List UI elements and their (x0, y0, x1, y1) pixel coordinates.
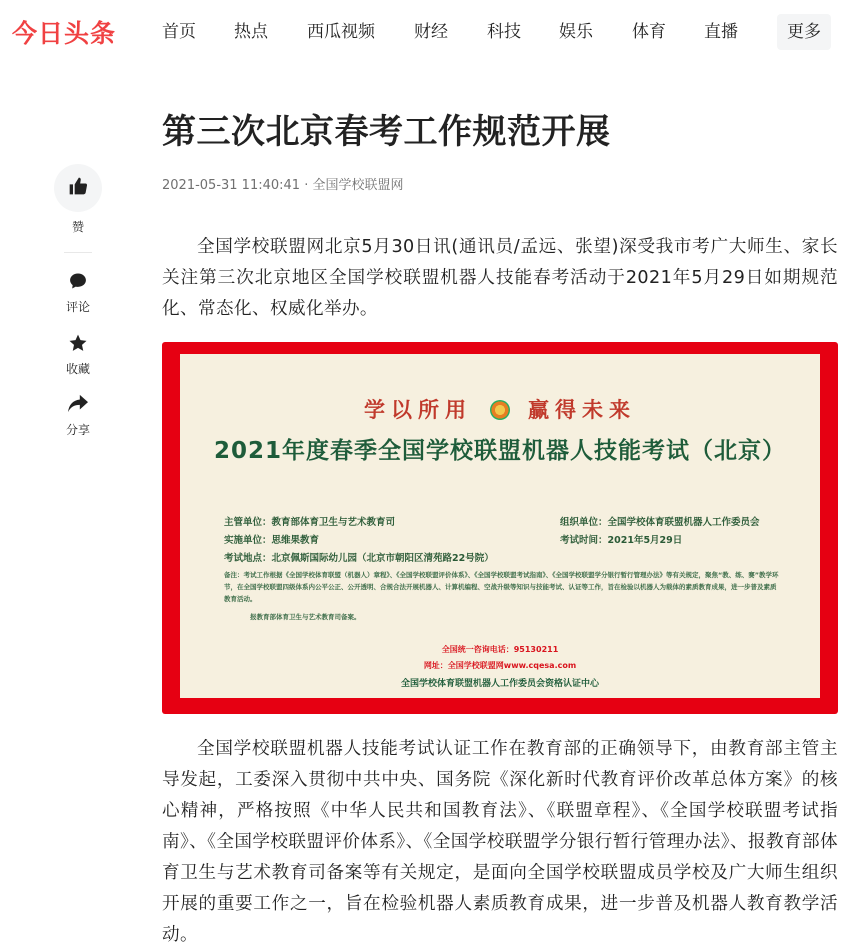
comment-label: 评论 (65, 300, 90, 314)
nav-item-tech[interactable]: 科技 (487, 22, 521, 42)
poster-note-end: 报教育部体育卫生与艺术教育司备案。 (250, 613, 361, 621)
poster-hotline: 全国统一咨询电话：95130211 (441, 645, 559, 654)
like-label: 赞 (71, 220, 84, 234)
article-paragraph-1: 全国学校联盟网北京5月30日讯(通讯员/孟远、张望)深受我市考广大师生、家长关注第三次北京地区全国学校联盟机器人技能春考活动于2021年5月29日如期规范化、常态化、权威化举办。 (162, 237, 838, 319)
top-navigation-bar (0, 0, 855, 66)
star-icon (52, 332, 104, 354)
article-title: 第三次北京春考工作规范开展 (162, 112, 611, 152)
collect-button[interactable] (52, 332, 104, 377)
share-button[interactable] (52, 393, 104, 438)
poster-venue: 考试地点：北京佩斯国际幼儿园（北京市朝阳区清苑路22号院） (224, 553, 494, 564)
nav-item-finance[interactable]: 财经 (414, 22, 448, 42)
poster-issuer: 全国学校体育联盟机器人工作委员会资格认证中心 (400, 679, 599, 689)
nav-more-button[interactable]: 更多 (777, 14, 831, 50)
poster-title: 2021年度春季全国学校联盟机器人技能考试（北京） (213, 438, 786, 464)
nav-item-xigua-video[interactable]: 西瓜视频 (307, 22, 375, 42)
nav-item-hot[interactable]: 热点 (234, 22, 268, 42)
nav-item-sports[interactable]: 体育 (632, 22, 666, 42)
poster-website: 网址：全国学校联盟网www.cqesa.com (423, 661, 577, 670)
nav-item-live[interactable]: 直播 (704, 22, 738, 42)
site-logo[interactable]: 今日头条 (12, 19, 117, 48)
article-meta: 2021-05-31 11:40:41 · 全国学校联盟网 (162, 178, 404, 193)
poster-supervisor: 主管单位：教育部体育卫生与艺术教育司 (224, 517, 396, 528)
rail-divider (64, 252, 92, 253)
nav-item-entertainment[interactable]: 娱乐 (559, 22, 593, 42)
share-arrow-icon (52, 393, 104, 415)
article-paragraph-2: 全国学校联盟机器人技能考试认证工作在教育部的正确领导下，由教育部主管主导发起，工委深入贯彻中共中央、国务院《深化新时代教育评价改革总体方案》的核心精神，严格按照《中华人民共和国教育法》、《联盟章程》、《全国学校联盟考试指南》、《全国学校联盟评价体系》、《全国学校联盟学分银行暂行管理办法》、报教育部体育卫生与艺术教育司备案等有关规定，是面向全国学校联盟成员学校及广大师生组织开展的重要工作之一，旨在检验机器人素质教育成果，进一步普及机器人教育教学活动。 (162, 739, 838, 945)
poster-slogan-left: 学以所用 (364, 397, 472, 422)
comment-button[interactable] (52, 270, 104, 315)
nav-item-home[interactable]: 首页 (162, 22, 196, 42)
poster-note: 备注：考试工作根据《全国学校体育联盟（机器人）章程》、《全国学校联盟评价体系》、《全国学校联盟考试指南》、《全国学校联盟学分银行暂行管理办法》等有关规定，聚焦“教、练、赛”教学环节，在全国学校联盟四级体系内公平公正、公开透明、合规合法开展机器人、计算机编程、空战升级等知识与技能考试、认证等工作，旨在检验以机器人为载体的素质教育成果，进一步普及素质教育活动。 (224, 571, 779, 603)
thumbs-up-icon (68, 176, 88, 200)
poster-slogan (180, 394, 820, 424)
poster-implementer: 实施单位：思维果教育 (224, 535, 320, 546)
share-label: 分享 (65, 423, 90, 437)
poster-emblem-icon (490, 400, 510, 420)
like-circle (54, 164, 102, 212)
like-button[interactable] (52, 164, 104, 235)
poster-paper (180, 354, 820, 698)
article-container (162, 100, 838, 945)
article-image-poster[interactable] (162, 342, 838, 714)
collect-label: 收藏 (65, 362, 90, 376)
comment-bubble-icon (52, 270, 104, 292)
poster-organizer: 组织单位：全国学校体育联盟机器人工作委员会 (560, 517, 760, 528)
poster-exam-time: 考试时间：2021年5月29日 (560, 535, 683, 546)
poster-slogan-right: 赢得未来 (528, 397, 636, 422)
